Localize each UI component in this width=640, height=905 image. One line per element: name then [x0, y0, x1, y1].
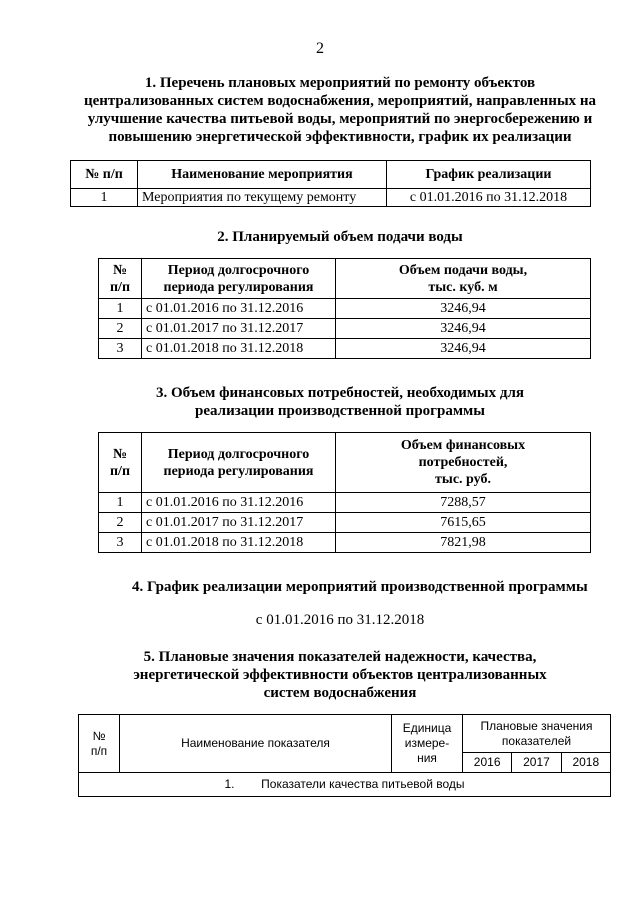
- cell-num: 1: [99, 299, 142, 319]
- header-num: № п/п: [71, 161, 138, 189]
- cell-finance: 7615,65: [336, 513, 591, 533]
- subheader-quality: [79, 773, 611, 797]
- section3-table: [98, 432, 591, 553]
- cell-volume: 3246,94: [336, 319, 591, 339]
- header-name: Наименование мероприятия: [138, 161, 387, 189]
- section5-title: [60, 648, 620, 702]
- table-header-row: [99, 433, 591, 493]
- header-finance: [336, 433, 591, 493]
- table-header-row: [79, 715, 611, 753]
- subheader-num: 1.: [224, 777, 235, 791]
- header-line: показателей: [501, 733, 572, 748]
- cell-name: Мероприятия по текущему ремонту: [138, 189, 387, 207]
- section2-title: 2. Планируемый объем подачи воды: [217, 229, 463, 245]
- section3-title: [60, 384, 620, 420]
- header-period: [142, 433, 336, 493]
- section3-title-line: реализации производственной программы: [195, 403, 485, 419]
- header-line: п/п: [90, 743, 108, 758]
- section5-table: [78, 714, 611, 797]
- header-volume: [336, 259, 591, 299]
- table-row: [99, 493, 591, 513]
- table-row: [99, 319, 591, 339]
- cell-num: 1: [99, 493, 142, 513]
- header-unit: [392, 715, 463, 773]
- header-line: Объем подачи воды,: [398, 262, 528, 278]
- section1-title-line: централизованных систем водоснабжения, мероприятий, направленных на: [83, 93, 597, 109]
- cell-period: с 01.01.2016 по 31.12.2016: [142, 299, 336, 319]
- section1-title-line: повышению энергетической эффективности, график их реализации: [108, 129, 572, 145]
- header-line: Период долгосрочного: [167, 446, 310, 462]
- header-line: п/п: [109, 463, 131, 479]
- cell-period: с 01.01.2017 по 31.12.2017: [142, 513, 336, 533]
- header-line: Объем финансовых: [400, 438, 526, 453]
- section1-table: [70, 160, 591, 207]
- cell-num: 3: [99, 339, 142, 359]
- cell-period: с 01.01.2016 по 31.12.2016: [142, 493, 336, 513]
- header-planned-values: [463, 715, 611, 753]
- header-line: №: [112, 262, 128, 278]
- header-line: Единица: [402, 721, 452, 735]
- section5-title-line: систем водоснабжения: [263, 685, 417, 701]
- cell-period: с 01.01.2017 по 31.12.2017: [142, 319, 336, 339]
- header-line: ния: [417, 751, 437, 765]
- cell-num: 2: [99, 319, 142, 339]
- header-line: периода регулирования: [163, 463, 314, 479]
- header-line: тыс. куб. м: [428, 279, 498, 295]
- header-year-2017: 2017: [512, 753, 561, 773]
- header-line: №: [92, 728, 106, 743]
- cell-finance: 7288,57: [336, 493, 591, 513]
- subheader-text: Показатели качества питьевой воды: [261, 777, 465, 791]
- section1-title-line: улучшение качества питьевой воды, мероприятий по энергосбережению и: [87, 111, 593, 127]
- cell-finance: 7821,98: [336, 533, 591, 553]
- cell-num: 2: [99, 513, 142, 533]
- cell-period: с 01.01.2018 по 31.12.2018: [142, 339, 336, 359]
- section4-title: 4. График реализации мероприятий производственной программы: [132, 579, 588, 595]
- table-row: [99, 299, 591, 319]
- section1-title: [60, 74, 620, 146]
- header-year-2018: 2018: [561, 753, 610, 773]
- section1-title-line: 1. Перечень плановых мероприятий по ремонту объектов: [144, 75, 536, 91]
- cell-period: с 01.01.2018 по 31.12.2018: [142, 533, 336, 553]
- header-indicator-name: Наименование показателя: [120, 715, 392, 773]
- cell-num: 3: [99, 533, 142, 553]
- cell-num: 1: [71, 189, 138, 207]
- table-row: [71, 189, 591, 207]
- header-line: Период долгосрочного: [167, 262, 310, 278]
- header-line: измере-: [404, 736, 450, 750]
- header-schedule: График реализации: [387, 161, 591, 189]
- table-row: [99, 339, 591, 359]
- section5-title-line: 5. Плановые значения показателей надежности, качества,: [143, 649, 537, 665]
- section2-table: [98, 258, 591, 359]
- header-num: [79, 715, 120, 773]
- table-row: [99, 513, 591, 533]
- cell-volume: 3246,94: [336, 299, 591, 319]
- section4-period: с 01.01.2016 по 31.12.2018: [255, 612, 425, 628]
- header-line: тыс. руб.: [435, 472, 491, 487]
- header-line: №: [112, 446, 128, 462]
- page-number: 2: [316, 40, 324, 57]
- header-line: периода регулирования: [163, 279, 314, 295]
- table-row: [99, 533, 591, 553]
- header-line: Плановые значения: [480, 718, 593, 733]
- header-num: [99, 259, 142, 299]
- table-subheader-row: [79, 773, 611, 797]
- header-line: потребностей,: [418, 455, 508, 470]
- table-header-row: [71, 161, 591, 189]
- header-year-2016: 2016: [463, 753, 512, 773]
- section3-title-line: 3. Объем финансовых потребностей, необходимых для: [155, 385, 525, 401]
- cell-schedule: с 01.01.2016 по 31.12.2018: [387, 189, 591, 207]
- header-line: п/п: [109, 279, 131, 295]
- cell-volume: 3246,94: [336, 339, 591, 359]
- header-num: [99, 433, 142, 493]
- table-header-row: [99, 259, 591, 299]
- header-period: [142, 259, 336, 299]
- section5-title-line: энергетической эффективности объектов централизованных: [133, 667, 547, 683]
